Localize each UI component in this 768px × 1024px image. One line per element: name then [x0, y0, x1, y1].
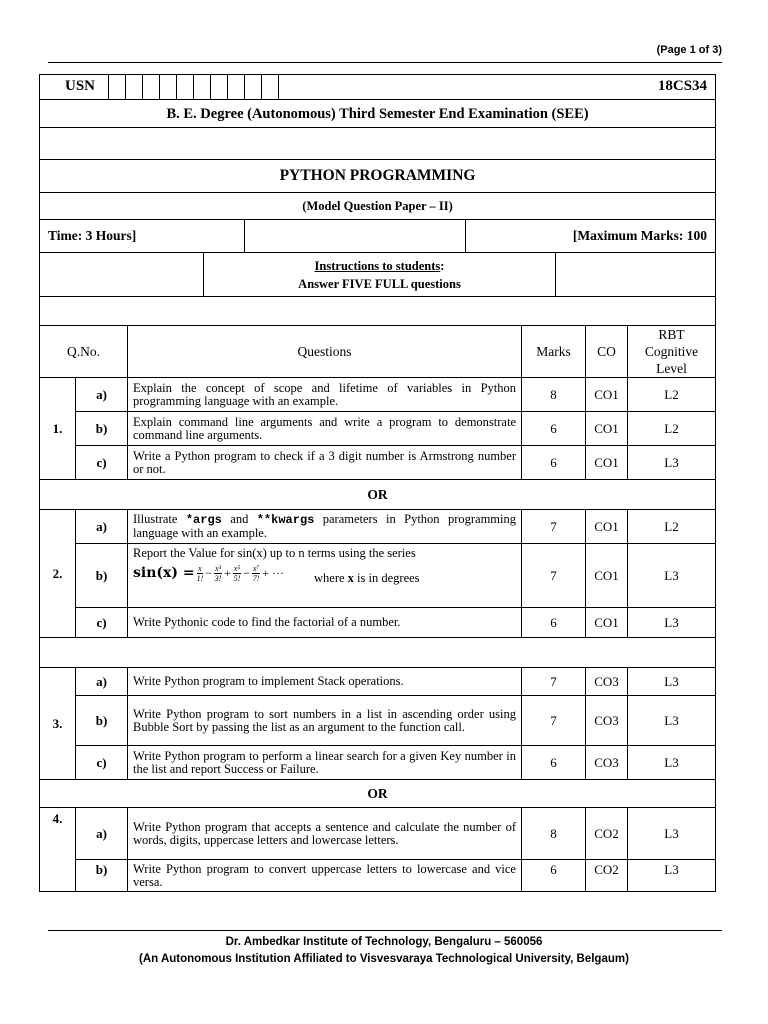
marks-value: 7	[522, 668, 586, 696]
marks-value: 6	[522, 412, 586, 446]
question-text: Explain command line arguments and write a program to demonstrate command line arguments.	[128, 412, 522, 446]
max-marks: [Maximum Marks: 100	[572, 228, 708, 243]
instructions-row	[40, 253, 716, 297]
co-value: CO3	[586, 668, 628, 696]
rbt-value: L2	[628, 412, 716, 446]
co-value: CO1	[586, 544, 628, 608]
time-marks-row	[40, 220, 716, 253]
footer	[0, 934, 768, 968]
footer-rule	[48, 930, 722, 931]
rbt-value: L3	[628, 746, 716, 780]
instructions-text: Answer FIVE FULL questions	[298, 277, 461, 291]
sub-label: a)	[76, 378, 128, 412]
rbt-value: L2	[628, 510, 716, 544]
question-number: 3.	[40, 668, 76, 780]
col-qno: Q.No.	[40, 326, 128, 378]
marks-value: 6	[522, 446, 586, 480]
paper-type: (Model Question Paper – II)	[40, 193, 716, 220]
table-row	[40, 696, 716, 746]
table-row	[40, 746, 716, 780]
sub-label: c)	[76, 446, 128, 480]
question-number: 4.	[40, 808, 76, 892]
question-text: Write Python program to perform a linear search for a given Key number in the list and report Success or Failure.	[128, 746, 522, 780]
co-value: CO3	[586, 696, 628, 746]
question-text: Write a Python program to check if a 3 digit number is Armstrong number or not.	[128, 446, 522, 480]
rbt-value: L2	[628, 378, 716, 412]
rbt-value: L3	[628, 808, 716, 860]
table-row	[40, 446, 716, 480]
marks-value: 7	[522, 544, 586, 608]
usn-boxes	[108, 75, 279, 100]
degree-line: B. E. Degree (Autonomous) Third Semester End Examination (SEE)	[40, 100, 716, 128]
time-marks-divider	[244, 220, 466, 253]
table-row	[40, 808, 716, 860]
blank-row	[40, 297, 716, 326]
keyword-kwargs: **kwargs	[256, 513, 315, 527]
rbt-value: L3	[628, 544, 716, 608]
rbt-value: L3	[628, 860, 716, 892]
col-rbt: RBT Cognitive Level	[628, 326, 716, 378]
sub-label: b)	[76, 696, 128, 746]
question-text: Report the Value for sin(x) up to n terms using the series sin(x) = $\frac{x}{1!}$ − $\frac{\text{x³}}{3!}$ + $\frac{\text{x⁵}}{5!}$ − $\frac{\text{x⁷}}{7!}$ + ··· where x is in degrees	[128, 544, 522, 608]
or-separator: OR	[40, 480, 716, 510]
marks-value: 7	[522, 696, 586, 746]
subject-title: PYTHON PROGRAMMING	[40, 160, 716, 193]
sine-series-formula: sin(x) = $\frac{x}{1!}$ − $\frac{\text{x³}}{3!}$ + $\frac{\text{x⁵}}{5!}$ − $\frac{\text{x⁷}}{7!}$ + ··· where x is in degrees	[133, 564, 420, 585]
blank-row	[40, 128, 716, 160]
usn-label: USN	[65, 78, 96, 94]
question-number: 1.	[40, 378, 76, 480]
page-number: (Page 1 of 3)	[656, 44, 722, 56]
question-text: Write Python program that accepts a sentence and calculate the number of words, digits, uppercase letters and lowercase letters.	[128, 808, 522, 860]
co-value: CO1	[586, 412, 628, 446]
time-allowed: Time: 3 Hours]	[48, 228, 137, 243]
marks-value: 6	[522, 608, 586, 638]
rbt-value: L3	[628, 446, 716, 480]
question-text: Illustrate *args and **kwargs parameters in Python programming language with an example.	[128, 510, 522, 544]
sub-label: a)	[76, 668, 128, 696]
question-text: Write Python program to sort numbers in a list in ascending order using Bubble Sort by passing the list as an argument to the function call.	[128, 696, 522, 746]
instructions-label: Instructions to students	[314, 259, 441, 273]
marks-value: 8	[522, 808, 586, 860]
table-row	[40, 378, 716, 412]
footer-affiliation: (An Autonomous Institution Affiliated to Visvesvaraya Technological University, Belgaum)	[139, 953, 629, 965]
sub-label: a)	[76, 510, 128, 544]
table-row	[40, 544, 716, 608]
question-text: Explain the concept of scope and lifetime of variables in Python programming language with an example.	[128, 378, 522, 412]
table-row	[40, 668, 716, 696]
usn-row	[40, 75, 716, 100]
question-number: 2.	[40, 510, 76, 638]
sub-label: c)	[76, 746, 128, 780]
marks-value: 8	[522, 378, 586, 412]
instructions-box: Instructions to students: Answer FIVE FULL questions	[203, 253, 556, 297]
co-value: CO1	[586, 510, 628, 544]
or-separator: OR	[40, 780, 716, 808]
footer-institute: Dr. Ambedkar Institute of Technology, Bengaluru – 560056	[225, 936, 543, 948]
top-rule	[48, 62, 722, 63]
table-row	[40, 510, 716, 544]
exam-paper-table	[39, 74, 716, 892]
co-value: CO1	[586, 446, 628, 480]
course-code: 18CS34	[657, 78, 708, 94]
co-value: CO2	[586, 860, 628, 892]
co-value: CO1	[586, 378, 628, 412]
table-row	[40, 860, 716, 892]
co-value: CO1	[586, 608, 628, 638]
co-value: CO3	[586, 746, 628, 780]
col-co: CO	[586, 326, 628, 378]
keyword-args: *args	[185, 513, 222, 527]
table-row	[40, 412, 716, 446]
rbt-value: L3	[628, 608, 716, 638]
co-value: CO2	[586, 808, 628, 860]
rbt-value: L3	[628, 696, 716, 746]
col-questions: Questions	[128, 326, 522, 378]
marks-value: 6	[522, 860, 586, 892]
question-text: Write Pythonic code to find the factorial of a number.	[128, 608, 522, 638]
question-text: Write Python program to convert uppercase letters to lowercase and vice versa.	[128, 860, 522, 892]
sub-label: a)	[76, 808, 128, 860]
blank-row	[40, 638, 716, 668]
rbt-value: L3	[628, 668, 716, 696]
col-marks: Marks	[522, 326, 586, 378]
sub-label: b)	[76, 412, 128, 446]
sub-label: c)	[76, 608, 128, 638]
sub-label: b)	[76, 860, 128, 892]
question-text: Write Python program to implement Stack operations.	[128, 668, 522, 696]
marks-value: 7	[522, 510, 586, 544]
table-row	[40, 608, 716, 638]
sub-label: b)	[76, 544, 128, 608]
marks-value: 6	[522, 746, 586, 780]
